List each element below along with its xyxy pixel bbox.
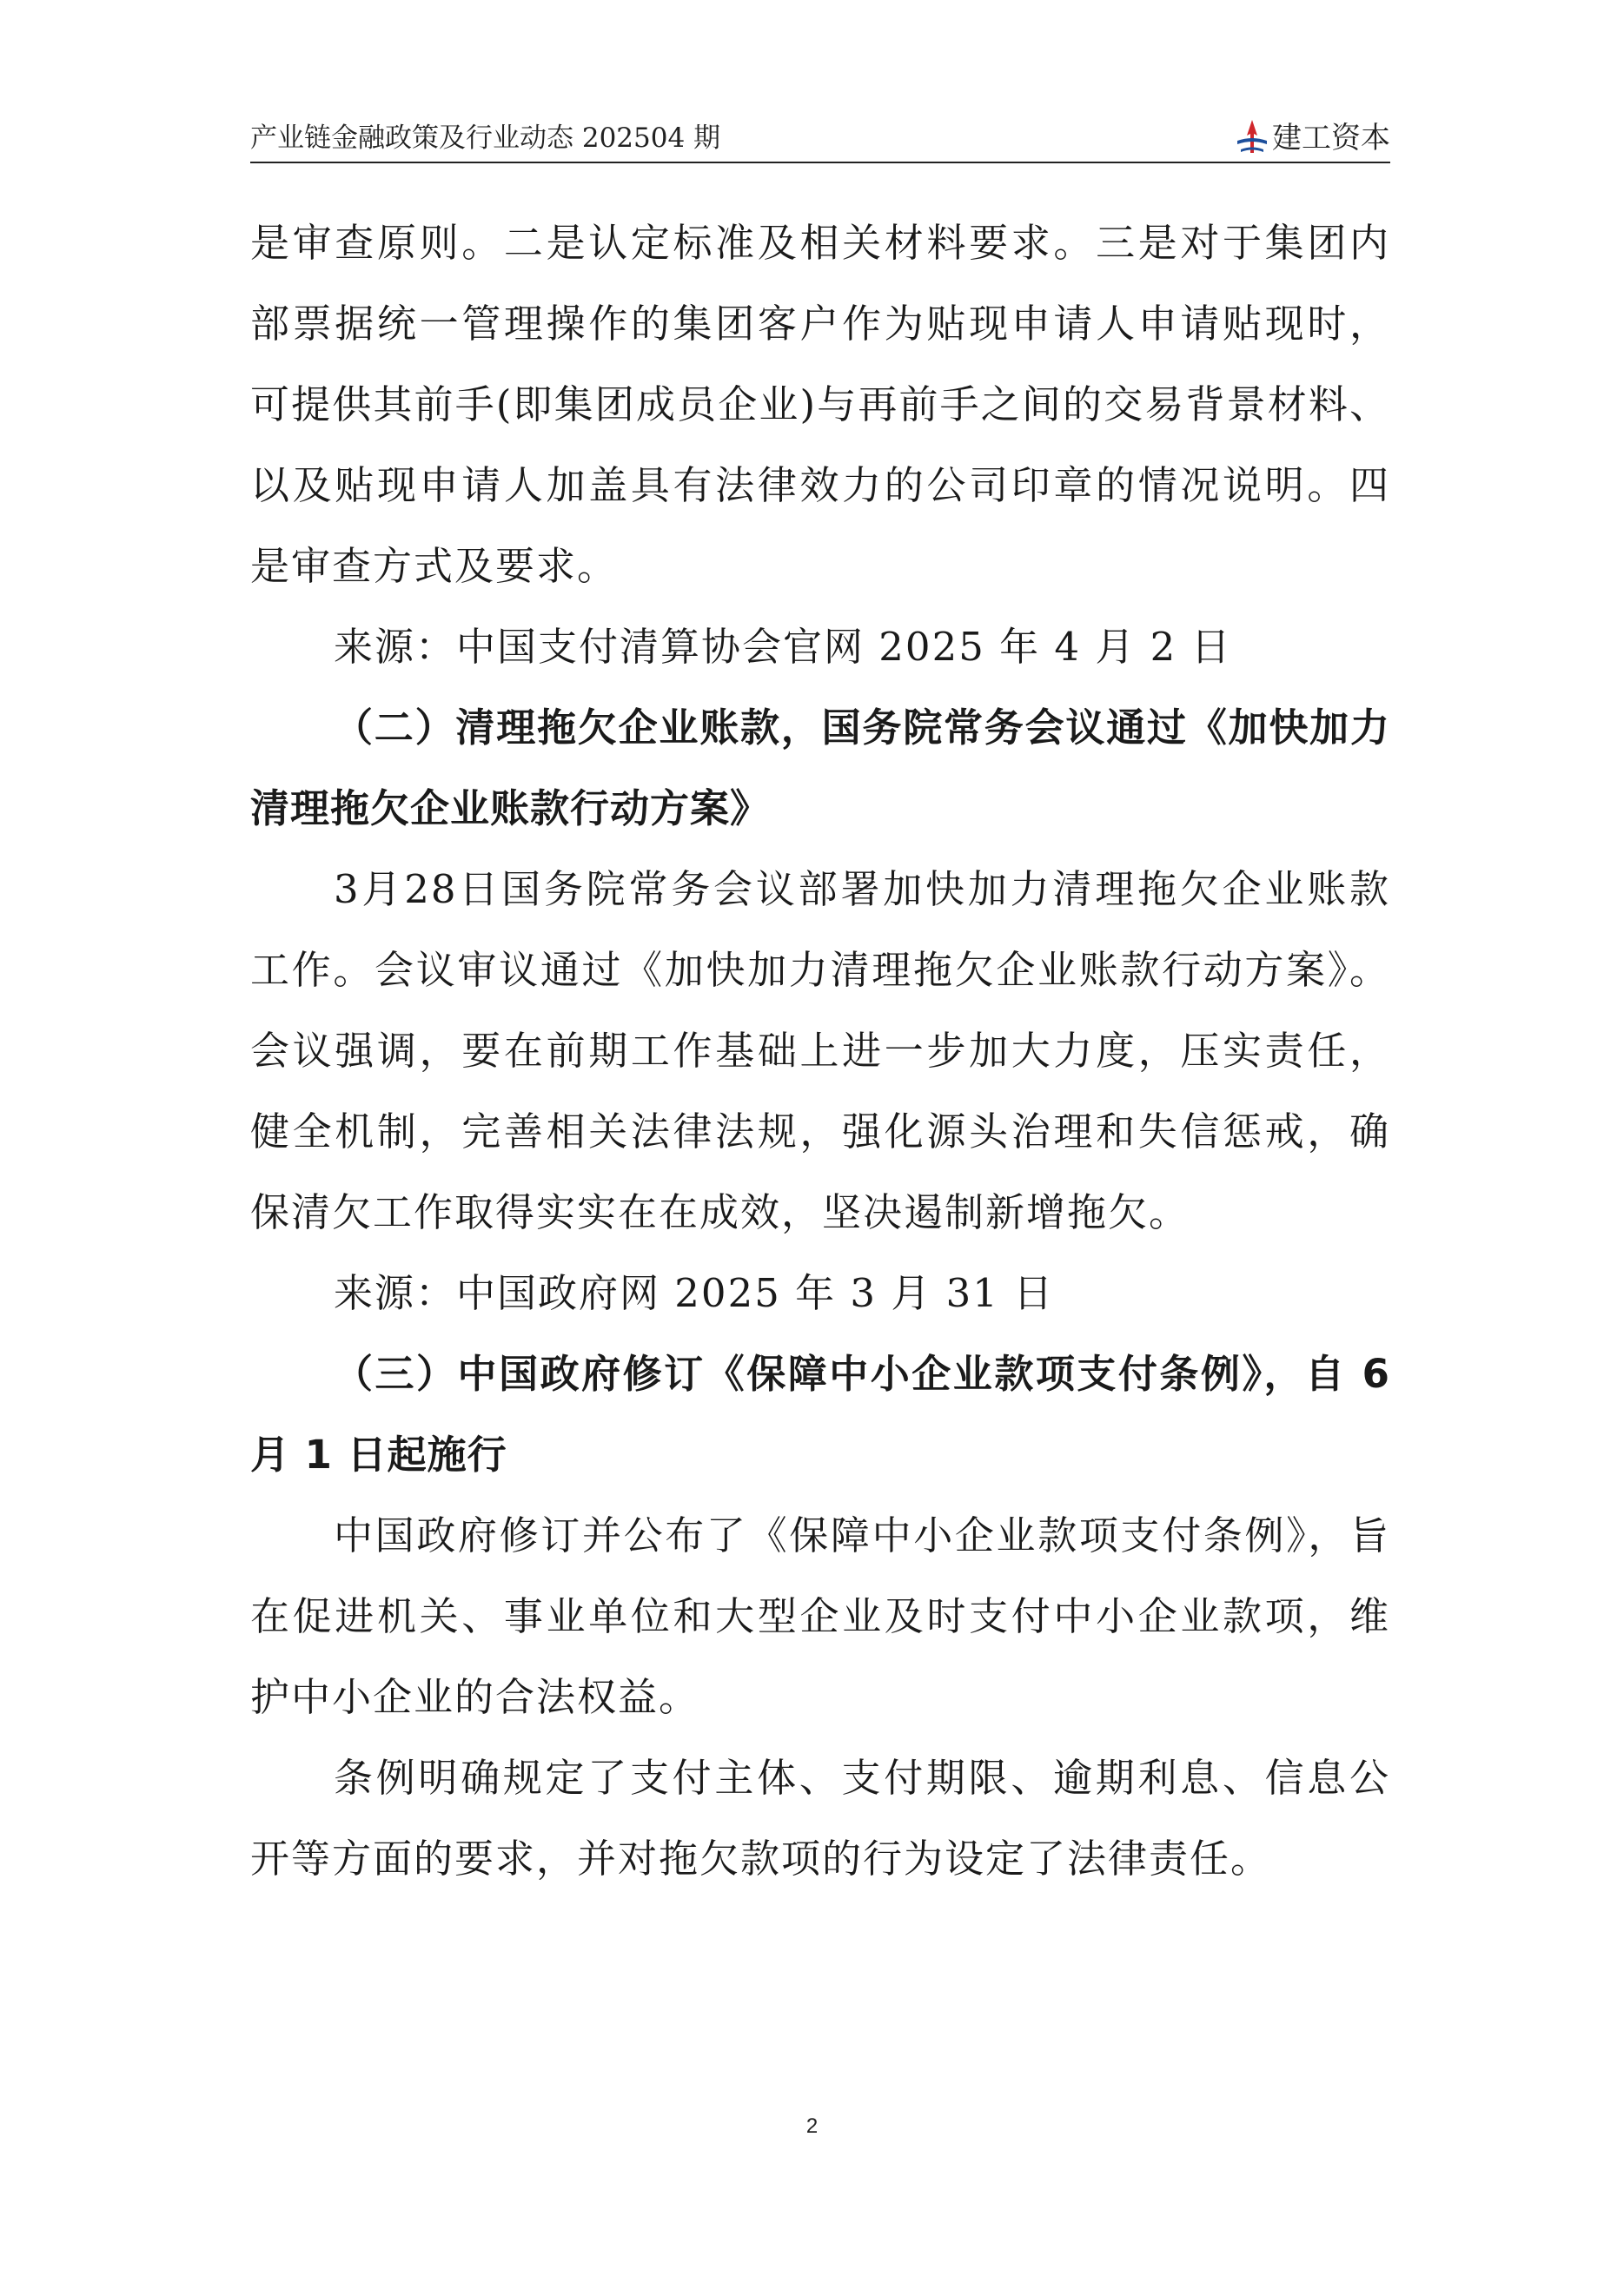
section-heading-3: （三）中国政府修订《保障中小企业款项支付条例》，自 6 月 1 日起施行 xyxy=(250,1351,1390,1478)
document-body xyxy=(250,202,1390,1899)
source-line: 来源：中国支付清算协会官网 2025 年 4 月 2 日 xyxy=(334,624,1232,670)
paragraph-review-principles: 是审查原则。二是认定标准及相关材料要求。三是对于集团内部票据统一管理操作的集团客户作为贴现申请人申请贴现时，可提供其前手(即集团成员企业)与再前手之间的交易背景材料、以及贴现申请人加盖具有法律效力的公司印章的情况说明。四是审查方式及要求。 xyxy=(250,220,1390,589)
paragraph-regulation-revision: 中国政府修订并公布了《保障中小企业款项支付条例》，旨在促进机关、事业单位和大型企业及时支付中小企业款项，维护中小企业的合法权益。 xyxy=(250,1512,1390,1720)
header-title: 产业链金融政策及行业动态 202504 期 xyxy=(250,122,721,154)
page-header xyxy=(250,111,1390,163)
section-heading-2: （二）清理拖欠企业账款，国务院常务会议通过《加快加力清理拖欠企业账款行动方案》 xyxy=(250,705,1390,831)
paragraph-regulation-details: 条例明确规定了支付主体、支付期限、逾期利息、信息公开等方面的要求，并对拖欠款项的行为设定了法律责任。 xyxy=(250,1755,1390,1882)
brand-name: 建工资本 xyxy=(1272,121,1390,155)
header-brand xyxy=(1236,114,1390,156)
page-number: 2 xyxy=(805,2114,819,2138)
source-line: 来源：中国政府网 2025 年 3 月 31 日 xyxy=(334,1270,1055,1316)
jiangong-logo-icon xyxy=(1236,118,1269,156)
paragraph-state-council: 3月28日国务院常务会议部署加快加力清理拖欠企业账款工作。会议审议通过《加快加力清理拖欠企业账款行动方案》。会议强调，要在前期工作基础上进一步加大力度，压实责任，健全机制，完善相关法律法规，强化源头治理和失信惩戒，确保清欠工作取得实实在在成效，坚决遏制新增拖欠。 xyxy=(250,866,1390,1235)
